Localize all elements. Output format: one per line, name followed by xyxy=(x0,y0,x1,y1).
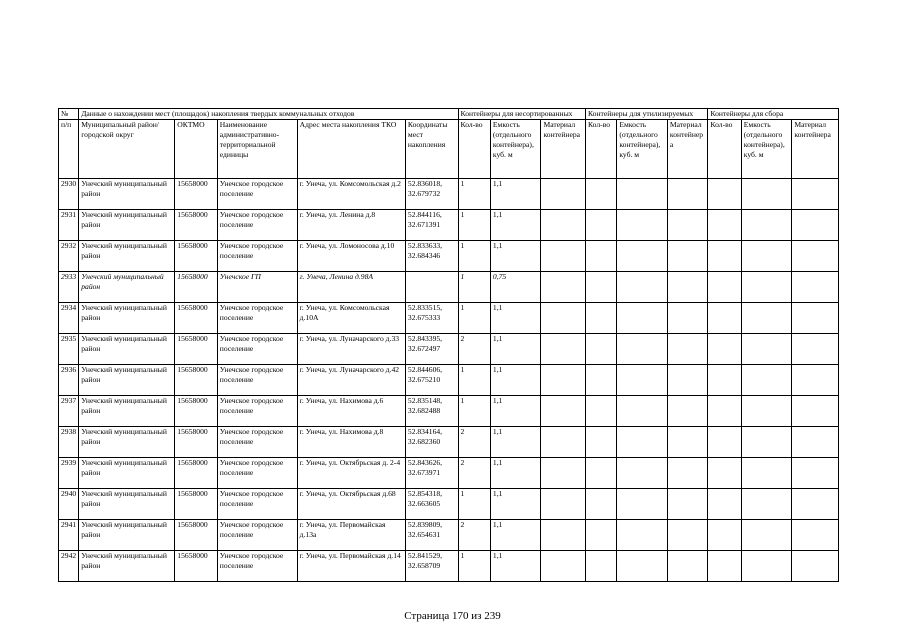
table-row xyxy=(59,303,839,334)
row-material-recycled xyxy=(667,365,707,396)
row-capacity-recycled xyxy=(617,427,668,458)
row-material-collection xyxy=(792,458,839,489)
row-material-unsorted xyxy=(541,551,586,582)
row-material-unsorted xyxy=(541,179,586,210)
row-capacity-recycled xyxy=(617,241,668,272)
row-admin-unit: Унечское городское поселение xyxy=(217,427,297,458)
header-district: Муниципальный район/городской округ xyxy=(79,120,175,179)
row-district: Унечский муниципальный район xyxy=(79,241,175,272)
header-coords: Координаты мест накопления xyxy=(405,120,458,179)
row-material-collection xyxy=(792,427,839,458)
row-oktmo: 15658000 xyxy=(175,365,217,396)
row-no: 2932 xyxy=(59,241,79,272)
row-capacity-recycled xyxy=(617,210,668,241)
row-no: 2937 xyxy=(59,396,79,427)
row-material-recycled xyxy=(667,396,707,427)
row-admin-unit: Унечское городское поселение xyxy=(217,520,297,551)
header-material-recycled: Материал контейнер а xyxy=(667,120,707,179)
table-row xyxy=(59,396,839,427)
row-address: г. Унеча, ул. Луначарского д.42 xyxy=(297,365,405,396)
header-pp: п/п xyxy=(59,120,79,179)
row-count-recycled xyxy=(586,210,617,241)
row-oktmo: 15658000 xyxy=(175,520,217,551)
row-no: 2931 xyxy=(59,210,79,241)
row-capacity-unsorted: 1,1 xyxy=(490,520,541,551)
row-coords: 52.843626, 32.673971 xyxy=(405,458,458,489)
row-count-unsorted: 1 xyxy=(458,489,490,520)
row-coords: 52.833633, 32.684346 xyxy=(405,241,458,272)
row-material-unsorted xyxy=(541,303,586,334)
row-capacity-unsorted: 0,75 xyxy=(490,272,541,303)
table-row xyxy=(59,334,839,365)
row-no: 2935 xyxy=(59,334,79,365)
row-address: г. Унеча, ул. Нахимова д.6 xyxy=(297,396,405,427)
row-material-collection xyxy=(792,551,839,582)
row-district: Унечский муниципальный район xyxy=(79,396,175,427)
row-oktmo: 15658000 xyxy=(175,303,217,334)
row-material-recycled xyxy=(667,241,707,272)
row-count-recycled xyxy=(586,396,617,427)
table-row xyxy=(59,520,839,551)
row-coords: 52.834164, 32.682360 xyxy=(405,427,458,458)
row-capacity-collection xyxy=(741,458,792,489)
row-admin-unit: Унечское городское поселение xyxy=(217,396,297,427)
row-count-collection xyxy=(708,365,741,396)
row-capacity-collection xyxy=(741,551,792,582)
row-oktmo: 15658000 xyxy=(175,334,217,365)
row-material-recycled xyxy=(667,551,707,582)
row-capacity-unsorted: 1,1 xyxy=(490,303,541,334)
row-count-recycled xyxy=(586,272,617,303)
row-oktmo: 15658000 xyxy=(175,241,217,272)
row-district: Унечский муниципальный район xyxy=(79,272,175,303)
row-capacity-unsorted: 1,1 xyxy=(490,427,541,458)
row-count-collection xyxy=(708,334,741,365)
row-capacity-collection xyxy=(741,272,792,303)
row-district: Унечский муниципальный район xyxy=(79,210,175,241)
row-admin-unit: Унечское городское поселение xyxy=(217,458,297,489)
header-row-groups xyxy=(59,109,839,120)
row-district: Унечский муниципальный район xyxy=(79,489,175,520)
row-capacity-collection xyxy=(741,241,792,272)
row-count-recycled xyxy=(586,427,617,458)
row-oktmo: 15658000 xyxy=(175,551,217,582)
row-capacity-collection xyxy=(741,520,792,551)
row-address: г. Унеча, ул. Ленина д.8 xyxy=(297,210,405,241)
table-row xyxy=(59,179,839,210)
row-material-collection xyxy=(792,520,839,551)
row-address: г. Унеча, Ленина д.98А xyxy=(297,272,405,303)
table-row xyxy=(59,489,839,520)
row-capacity-unsorted: 1,1 xyxy=(490,241,541,272)
row-admin-unit: Унечское городское поселение xyxy=(217,179,297,210)
row-count-recycled xyxy=(586,365,617,396)
row-oktmo: 15658000 xyxy=(175,427,217,458)
row-material-collection xyxy=(792,334,839,365)
row-count-collection xyxy=(708,489,741,520)
registry-table xyxy=(58,108,839,582)
row-capacity-unsorted: 1,1 xyxy=(490,396,541,427)
header-count-recycled: Кол-во xyxy=(586,120,617,179)
row-capacity-recycled xyxy=(617,365,668,396)
row-count-recycled xyxy=(586,303,617,334)
row-material-unsorted xyxy=(541,520,586,551)
row-material-unsorted xyxy=(541,396,586,427)
row-material-collection xyxy=(792,241,839,272)
row-address: г. Унеча, ул. Первомайская д.14 xyxy=(297,551,405,582)
row-admin-unit: Унечское городское поселение xyxy=(217,210,297,241)
table-row xyxy=(59,551,839,582)
row-material-unsorted xyxy=(541,458,586,489)
row-district: Унечский муниципальный район xyxy=(79,520,175,551)
row-coords: 52.839809, 32.654631 xyxy=(405,520,458,551)
row-count-collection xyxy=(708,458,741,489)
row-material-collection xyxy=(792,179,839,210)
row-count-unsorted: 1 xyxy=(458,241,490,272)
row-capacity-unsorted: 1,1 xyxy=(490,210,541,241)
header-material-collection: Материал контейнера xyxy=(792,120,839,179)
row-capacity-collection xyxy=(741,427,792,458)
row-coords: 52.844606, 32.675210 xyxy=(405,365,458,396)
row-capacity-unsorted: 1,1 xyxy=(490,489,541,520)
row-material-recycled xyxy=(667,334,707,365)
table-row xyxy=(59,365,839,396)
row-material-unsorted xyxy=(541,334,586,365)
row-admin-unit: Унечское ГП xyxy=(217,272,297,303)
row-capacity-unsorted: 1,1 xyxy=(490,365,541,396)
header-capacity-unsorted: Емкость (отдельного контейнера), куб. м xyxy=(490,120,541,179)
header-no: № xyxy=(59,109,79,120)
table-row xyxy=(59,272,839,303)
row-count-unsorted: 1 xyxy=(458,272,490,303)
row-material-recycled xyxy=(667,210,707,241)
row-capacity-collection xyxy=(741,489,792,520)
row-address: г. Унеча, ул. Октябрьская д.68 xyxy=(297,489,405,520)
row-address: г. Унеча, ул. Ломоносова д.10 xyxy=(297,241,405,272)
row-coords: 52.835148, 32.682488 xyxy=(405,396,458,427)
row-district: Унечский муниципальный район xyxy=(79,427,175,458)
row-oktmo: 15658000 xyxy=(175,272,217,303)
row-capacity-recycled xyxy=(617,489,668,520)
row-oktmo: 15658000 xyxy=(175,458,217,489)
row-count-unsorted: 1 xyxy=(458,179,490,210)
row-material-collection xyxy=(792,272,839,303)
row-material-recycled xyxy=(667,520,707,551)
row-oktmo: 15658000 xyxy=(175,396,217,427)
row-capacity-unsorted: 1,1 xyxy=(490,334,541,365)
row-count-unsorted: 2 xyxy=(458,520,490,551)
row-material-collection xyxy=(792,489,839,520)
row-no: 2933 xyxy=(59,272,79,303)
row-count-recycled xyxy=(586,551,617,582)
row-admin-unit: Унечское городское поселение xyxy=(217,334,297,365)
row-no: 2936 xyxy=(59,365,79,396)
row-count-collection xyxy=(708,210,741,241)
table-row xyxy=(59,458,839,489)
header-group-recycled: Контейнеры для утилизируемых xyxy=(586,109,708,120)
row-capacity-recycled xyxy=(617,334,668,365)
row-capacity-recycled xyxy=(617,458,668,489)
row-material-recycled xyxy=(667,458,707,489)
row-capacity-collection xyxy=(741,334,792,365)
header-group-collection: Контейнеры для сбора xyxy=(708,109,839,120)
header-oktmo: ОКТМО xyxy=(175,120,217,179)
row-capacity-collection xyxy=(741,179,792,210)
page-number: Страница 170 из 239 xyxy=(404,610,501,622)
header-count-unsorted: Кол-во xyxy=(458,120,490,179)
row-district: Унечский муниципальный район xyxy=(79,303,175,334)
row-count-unsorted: 1 xyxy=(458,396,490,427)
row-no: 2940 xyxy=(59,489,79,520)
row-count-recycled xyxy=(586,334,617,365)
header-row-columns xyxy=(59,120,839,179)
row-count-collection xyxy=(708,303,741,334)
row-no: 2934 xyxy=(59,303,79,334)
row-capacity-recycled xyxy=(617,272,668,303)
row-material-collection xyxy=(792,396,839,427)
row-capacity-unsorted: 1,1 xyxy=(490,551,541,582)
row-count-unsorted: 2 xyxy=(458,458,490,489)
row-district: Унечский муниципальный район xyxy=(79,458,175,489)
header-group-location: Данные о нахождении мест (площадок) накопления твердых коммунальных отходов xyxy=(79,109,458,120)
row-coords: 52.833515, 32.675333 xyxy=(405,303,458,334)
row-district: Унечский муниципальный район xyxy=(79,179,175,210)
row-material-unsorted xyxy=(541,489,586,520)
row-material-collection xyxy=(792,365,839,396)
row-no: 2942 xyxy=(59,551,79,582)
row-material-unsorted xyxy=(541,427,586,458)
row-coords: 52.844116, 32.671391 xyxy=(405,210,458,241)
row-oktmo: 15658000 xyxy=(175,489,217,520)
row-coords: 52.836018, 32.679732 xyxy=(405,179,458,210)
row-address: г. Унеча, ул. Луначарского д.33 xyxy=(297,334,405,365)
row-address: г. Унеча, ул. Первомайская д.13а xyxy=(297,520,405,551)
row-count-unsorted: 1 xyxy=(458,210,490,241)
registry-rows xyxy=(59,179,839,582)
row-count-collection xyxy=(708,241,741,272)
row-capacity-recycled xyxy=(617,396,668,427)
row-material-recycled xyxy=(667,427,707,458)
row-count-unsorted: 2 xyxy=(458,427,490,458)
header-capacity-collection: Емкость (отдельного контейнера), куб. м xyxy=(741,120,792,179)
row-address: г. Унеча, ул. Комсомольская д.10А xyxy=(297,303,405,334)
row-capacity-collection xyxy=(741,396,792,427)
row-no: 2938 xyxy=(59,427,79,458)
row-admin-unit: Унечское городское поселение xyxy=(217,365,297,396)
row-capacity-recycled xyxy=(617,303,668,334)
row-count-collection xyxy=(708,551,741,582)
row-capacity-unsorted: 1,1 xyxy=(490,458,541,489)
header-capacity-recycled: Емкость (отдельного контейнера), куб. м xyxy=(617,120,668,179)
row-material-recycled xyxy=(667,272,707,303)
row-coords: 52.854318, 32.663605 xyxy=(405,489,458,520)
row-count-collection xyxy=(708,520,741,551)
row-count-recycled xyxy=(586,489,617,520)
row-coords: 52.843395, 32.672497 xyxy=(405,334,458,365)
row-count-recycled xyxy=(586,458,617,489)
row-count-recycled xyxy=(586,520,617,551)
row-count-unsorted: 1 xyxy=(458,551,490,582)
header-material-unsorted: Материал контейнера xyxy=(541,120,586,179)
table-row xyxy=(59,427,839,458)
row-material-collection xyxy=(792,303,839,334)
row-oktmo: 15658000 xyxy=(175,179,217,210)
row-admin-unit: Унечское городское поселение xyxy=(217,489,297,520)
header-group-unsorted: Контейнеры для несортированных xyxy=(458,109,585,120)
row-capacity-recycled xyxy=(617,179,668,210)
header-address: Адрес места накопления ТКО xyxy=(297,120,405,179)
row-admin-unit: Унечское городское поселение xyxy=(217,303,297,334)
row-material-unsorted xyxy=(541,210,586,241)
row-material-unsorted xyxy=(541,241,586,272)
row-no: 2930 xyxy=(59,179,79,210)
row-admin-unit: Унечское городское поселение xyxy=(217,551,297,582)
row-material-recycled xyxy=(667,489,707,520)
row-coords: 52.841529, 32.658709 xyxy=(405,551,458,582)
row-capacity-collection xyxy=(741,303,792,334)
row-material-unsorted xyxy=(541,272,586,303)
row-count-recycled xyxy=(586,179,617,210)
row-district: Унечский муниципальный район xyxy=(79,334,175,365)
row-address: г. Унеча, ул. Октябрьская д. 2-4 xyxy=(297,458,405,489)
row-no: 2939 xyxy=(59,458,79,489)
row-count-recycled xyxy=(586,241,617,272)
row-district: Унечский муниципальный район xyxy=(79,551,175,582)
row-capacity-unsorted: 1,1 xyxy=(490,179,541,210)
row-admin-unit: Унечское городское поселение xyxy=(217,241,297,272)
row-district: Унечский муниципальный район xyxy=(79,365,175,396)
row-coords xyxy=(405,272,458,303)
row-count-collection xyxy=(708,396,741,427)
row-capacity-recycled xyxy=(617,520,668,551)
row-count-collection xyxy=(708,272,741,303)
table-row xyxy=(59,210,839,241)
row-count-unsorted: 1 xyxy=(458,365,490,396)
row-material-unsorted xyxy=(541,365,586,396)
row-count-unsorted: 2 xyxy=(458,334,490,365)
row-count-collection xyxy=(708,427,741,458)
row-material-collection xyxy=(792,210,839,241)
row-material-recycled xyxy=(667,179,707,210)
row-address: г. Унеча, ул. Комсомольская д.2 xyxy=(297,179,405,210)
row-capacity-collection xyxy=(741,210,792,241)
row-no: 2941 xyxy=(59,520,79,551)
row-capacity-recycled xyxy=(617,551,668,582)
row-oktmo: 15658000 xyxy=(175,210,217,241)
row-material-recycled xyxy=(667,303,707,334)
header-admin-unit: Наименование административно-территориальной единицы xyxy=(217,120,297,179)
row-count-collection xyxy=(708,179,741,210)
row-capacity-collection xyxy=(741,365,792,396)
header-count-collection: Кол-во xyxy=(708,120,741,179)
table-row xyxy=(59,241,839,272)
row-address: г. Унеча, ул. Нахимова д.8 xyxy=(297,427,405,458)
row-count-unsorted: 1 xyxy=(458,303,490,334)
